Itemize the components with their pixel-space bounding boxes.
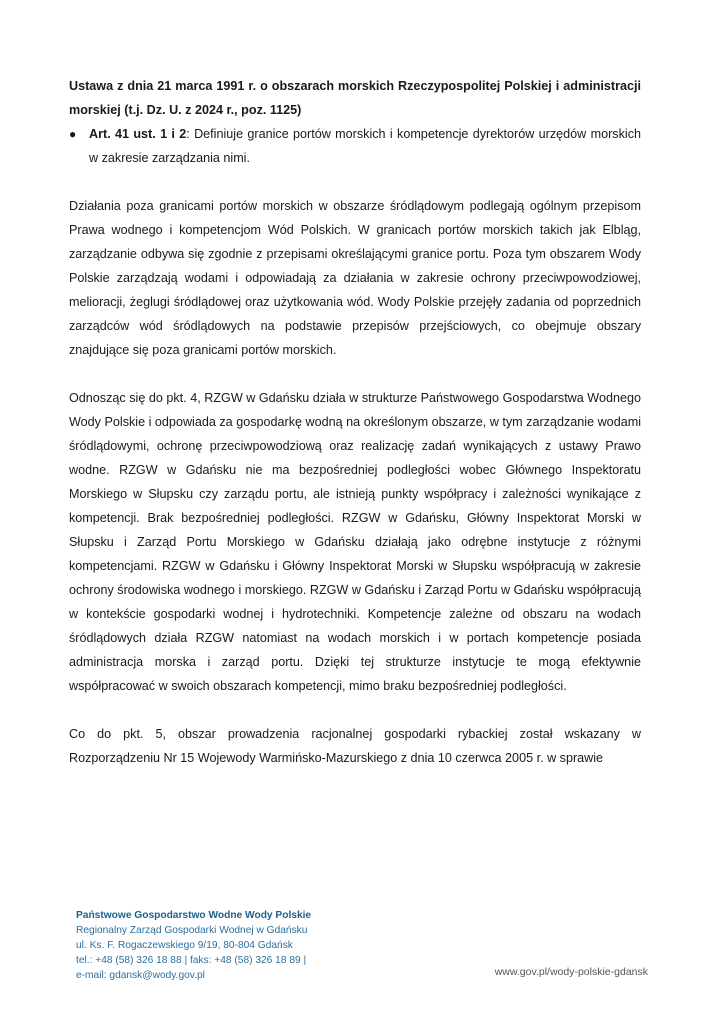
act-heading: Ustawa z dnia 21 marca 1991 r. o obszarach morskich Rzeczypospolitej Polskiej i administracji morskiej (t.j. Dz. U. z 2024 r., poz. 1125)	[69, 79, 641, 117]
paragraph: Odnosząc się do pkt. 4, RZGW w Gdańsku działa w strukturze Państwowego Gospodarstwa Wodnego Wody Polskie i odpowiada za gospodarkę wodną na określonym obszarze, w tym zarządzanie wodami śródlądowymi, ochronę przeciwpowodziową oraz realizację zadań wynikających z ustawy Prawo wodne. RZGW w Gdańsku nie ma bezpośredniej podległości wobec Głównego Inspektoratu Morskiego w Słupsku czy zarządu portu, ale istnieją punkty współpracy i zależności wynikające z kompetencji. Brak bezpośredniej podległości. RZGW w Gdańsku, Główny Inspektorat Morski w Słupsku i Zarząd Portu Morskiego w Gdańsku działają jako odrębne instytucje z różnymi kompetencjami. RZGW w Gdańsku i Główny Inspektorat Morski w Słupsku współpracują w zakresie ochrony środowiska wodnego i morskiego. RZGW w Gdańsku i Zarząd Portu w Gdańsku współpracują w kontekście gospodarki wodnej i hydrotechniki. Kompetencje zależne od obszaru na wodach śródlądowych działa RZGW natomiast na wodach morskich i w portach kompetencje posiada administracja morska i zarząd portu. Dzięki tej strukturze instytucje te mogą efektywnie współpracować w swoich obszarach kompetencji, mimo braku bezpośredniej podległości.	[69, 391, 641, 693]
document-body	[69, 74, 641, 770]
footer-website-link[interactable]: www.gov.pl/wody-polskie-gdansk	[494, 966, 648, 978]
bullet-description: : Definiuje granice portów morskich i kompetencje dyrektorów urzędów morskich w zakresie zarządzania nimi.	[89, 127, 641, 165]
footer-email[interactable]: e-mail: gdansk@wody.gov.pl	[76, 970, 205, 981]
paragraph: Działania poza granicami portów morskich w obszarze śródlądowym podlegają ogólnym przepisom Prawa wodnego i kompetencjom Wód Polskich. W granicach portów morskich takich jak Elbląg, zarządzanie odbywa się zgodnie z przepisami określającymi granice portu. Poza tym obszarem Wody Polskie zarządzają wodami i odpowiadają za działania w zakresie ochrony przeciwpowodziowej, melioracji, żeglugi śródlądowej oraz użytkowania wód. Wody Polskie przejęły zadania od poprzednich zarządców wód śródlądowych na podstawie przepisów przejściowych, co obejmuje obszary znajdujące się poza granicami portów morskich.	[69, 199, 641, 357]
bullet-icon: ●	[69, 127, 77, 141]
footer-address: ul. Ks. F. Rogaczewskiego 9/19, 80-804 Gdańsk	[76, 940, 293, 951]
footer-org-name: Państwowe Gospodarstwo Wodne Wody Polskie	[76, 910, 312, 921]
paragraph: Co do pkt. 5, obszar prowadzenia racjonalnej gospodarki rybackiej został wskazany w Rozporządzeniu Nr 15 Wojewody Warmińsko-Mazurskiego z dnia 10 czerwca 2005 r. w sprawie	[69, 727, 641, 765]
footer-unit-name: Regionalny Zarząd Gospodarki Wodnej w Gdańsku	[76, 925, 308, 936]
bullet-text	[89, 122, 641, 170]
footer-contact	[76, 908, 311, 983]
bullet-item	[69, 122, 641, 170]
footer-phone: tel.: +48 (58) 326 18 88 | faks: +48 (58) 326 18 89 |	[76, 955, 307, 966]
bullet-label: Art. 41 ust. 1 i 2	[89, 127, 187, 141]
